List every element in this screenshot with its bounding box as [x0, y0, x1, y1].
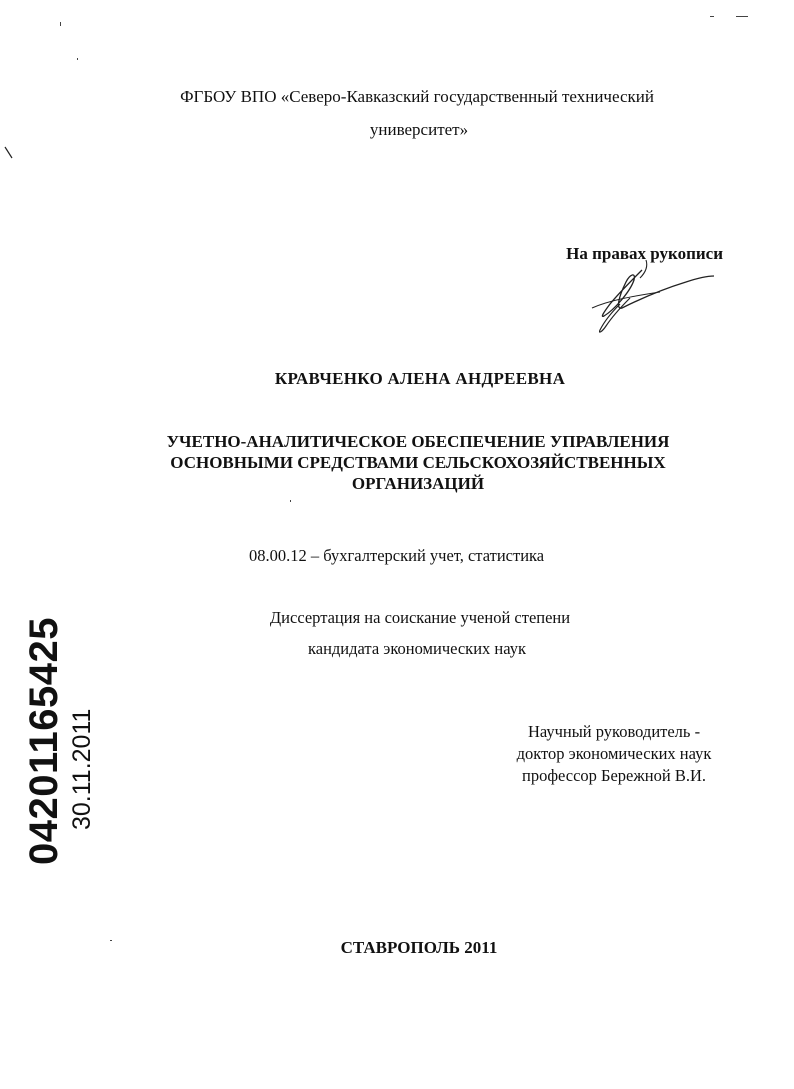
- signature-icon: [590, 252, 720, 336]
- city-year: СТАВРОПОЛЬ 2011: [340, 938, 498, 957]
- scan-speck: [60, 22, 61, 26]
- thesis-title-line-1: УЧЕТНО-АНАЛИТИЧЕСКОЕ ОБЕСПЕЧЕНИЕ УПРАВЛЕНИЯ: [166, 432, 670, 451]
- scan-speck: [710, 16, 714, 17]
- scan-mark-icon: [4, 146, 14, 160]
- author-name: КРАВЧЕНКО АЛЕНА АНДРЕЕВНА: [274, 369, 566, 388]
- supervisor-title: Научный руководитель -: [527, 722, 701, 741]
- organization-line-2: университет»: [369, 120, 469, 139]
- thesis-title-line-2: ОСНОВНЫМИ СРЕДСТВАМИ СЕЛЬСКОХОЗЯЙСТВЕННЫХ: [170, 453, 666, 472]
- manuscript-note: На правах рукописи: [566, 244, 723, 263]
- supervisor-degree: доктор экономических наук: [516, 744, 712, 763]
- degree-line-2: кандидата экономических наук: [307, 639, 526, 658]
- organization-line-1: ФГБОУ ВПО «Северо-Кавказский государственный технический: [180, 87, 654, 106]
- scan-speck: [110, 940, 112, 941]
- scan-speck: [77, 58, 78, 60]
- scan-speck: [290, 500, 291, 502]
- stamp-date: 30.11.2011: [68, 708, 96, 830]
- thesis-title-line-3: ОРГАНИЗАЦИЙ: [351, 474, 485, 493]
- supervisor-name: профессор Бережной В.И.: [521, 766, 706, 785]
- specialty-code: 08.00.12 – бухгалтерский учет, статистика: [249, 546, 545, 565]
- degree-line-1: Диссертация на соискание ученой степени: [269, 608, 571, 627]
- stamp-number: 04201165425: [22, 617, 66, 865]
- scan-speck: [736, 16, 748, 17]
